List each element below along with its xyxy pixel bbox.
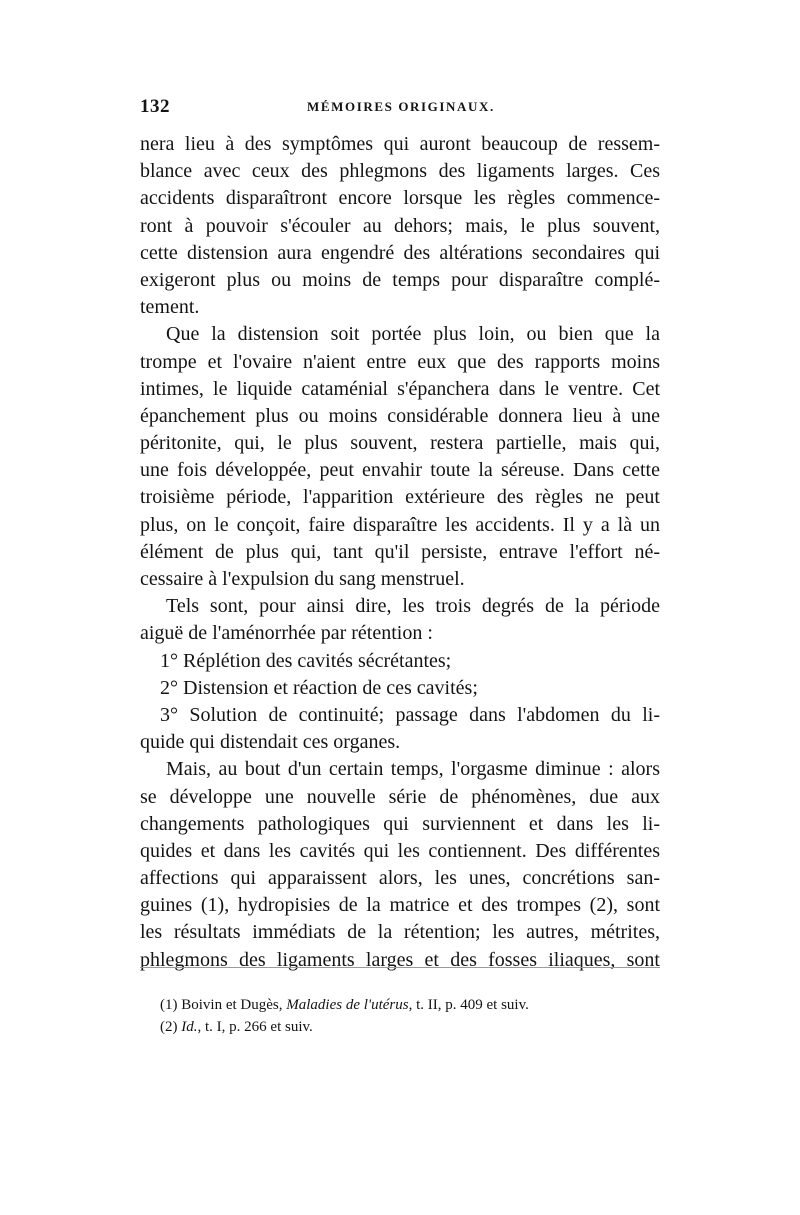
text-line: guines (1), hydropisies de la matrice et des trompes (2), sont <box>140 894 660 917</box>
text-line: phlegmons des ligaments larges et des fosses iliaques, sont <box>140 948 660 971</box>
footnote-1 <box>160 994 660 1016</box>
text-line: se développe une nouvelle série de phénomènes, due aux <box>140 785 660 808</box>
footnote-divider <box>140 967 660 968</box>
footnote-reference: , t. I, p. 266 et suiv. <box>197 1019 313 1035</box>
running-title: MÉMOIRES ORIGINAUX. <box>307 99 495 114</box>
text-line: péritonite, qui, le plus souvent, restera partielle, mais qui, <box>140 432 660 455</box>
body-text <box>140 131 660 974</box>
footnote-marker: (1) <box>160 997 178 1013</box>
text-line: changements pathologiques qui surviennent et dans les li- <box>140 812 660 835</box>
text-line: quides et dans les cavités qui les contiennent. Des différentes <box>140 839 660 862</box>
text-line: élément de plus qui, tant qu'il persiste, entrave l'effort né- <box>140 540 660 563</box>
text-line: ront à pouvoir s'écouler au dehors; mais, le plus souvent, <box>140 214 660 237</box>
text-line: Que la distension soit portée plus loin, ou bien que la <box>166 323 660 346</box>
text-line: affections qui apparaissent alors, les unes, concrétions san- <box>140 867 660 890</box>
footnote-marker: (2) <box>160 1019 178 1035</box>
text-line: trompe et l'ovaire n'aient entre eux que des rapports moins <box>140 350 660 373</box>
text-line: nera lieu à des symptômes qui auront beaucoup de ressem- <box>140 133 660 155</box>
text-line: tement. <box>140 296 200 319</box>
footnote-title: Maladies de l'utérus <box>286 997 409 1013</box>
list-item: 2° Distension et réaction de ces cavités; <box>160 676 478 699</box>
text-line: les résultats immédiats de la rétention; les autres, métrites, <box>140 921 660 944</box>
page-number: 132 <box>140 96 170 117</box>
running-head <box>140 96 660 124</box>
footnote-authors: Boivin et Dugès, <box>181 997 283 1013</box>
text-line: cette distension aura engendré des altérations secondaires qui <box>140 241 660 264</box>
text-line: Mais, au bout d'un certain temps, l'orgasme diminue : alors <box>166 758 660 781</box>
text-line: quide qui distendait ces organes. <box>140 731 401 754</box>
text-line: exigeront plus ou moins de temps pour disparaître complé- <box>140 268 660 291</box>
footnote-2 <box>160 1016 660 1038</box>
text-line: cessaire à l'expulsion du sang menstruel. <box>140 568 465 590</box>
text-line: accidents disparaîtront encore lorsque les règles commence- <box>140 187 660 210</box>
footnote-ibid: Id. <box>181 1019 198 1035</box>
text-line: troisième période, l'apparition extérieure des règles ne peut <box>140 486 660 509</box>
text-line: intimes, le liquide cataménial s'épanchera dans le ventre. Cet <box>140 377 660 400</box>
text-line: plus, on le conçoit, faire disparaître les accidents. Il y a là un <box>140 513 660 536</box>
text-line: épanchement plus ou moins considérable donnera lieu à une <box>140 404 660 427</box>
text-line: Tels sont, pour ainsi dire, les trois degrés de la période <box>166 595 660 618</box>
list-item: 1° Réplétion des cavités sécrétantes; <box>160 649 452 672</box>
footnote-reference: , t. II, p. 409 et suiv. <box>408 997 529 1013</box>
footnotes <box>160 994 660 1038</box>
list-item: 3° Solution de continuité; passage dans l'abdomen du li- <box>160 703 660 726</box>
text-line: aiguë de l'aménorrhée par rétention : <box>140 622 433 645</box>
text-line: une fois développée, peut envahir toute la séreuse. Dans cette <box>140 459 660 482</box>
text-line: blance avec ceux des phlegmons des ligaments larges. Ces <box>140 160 660 183</box>
